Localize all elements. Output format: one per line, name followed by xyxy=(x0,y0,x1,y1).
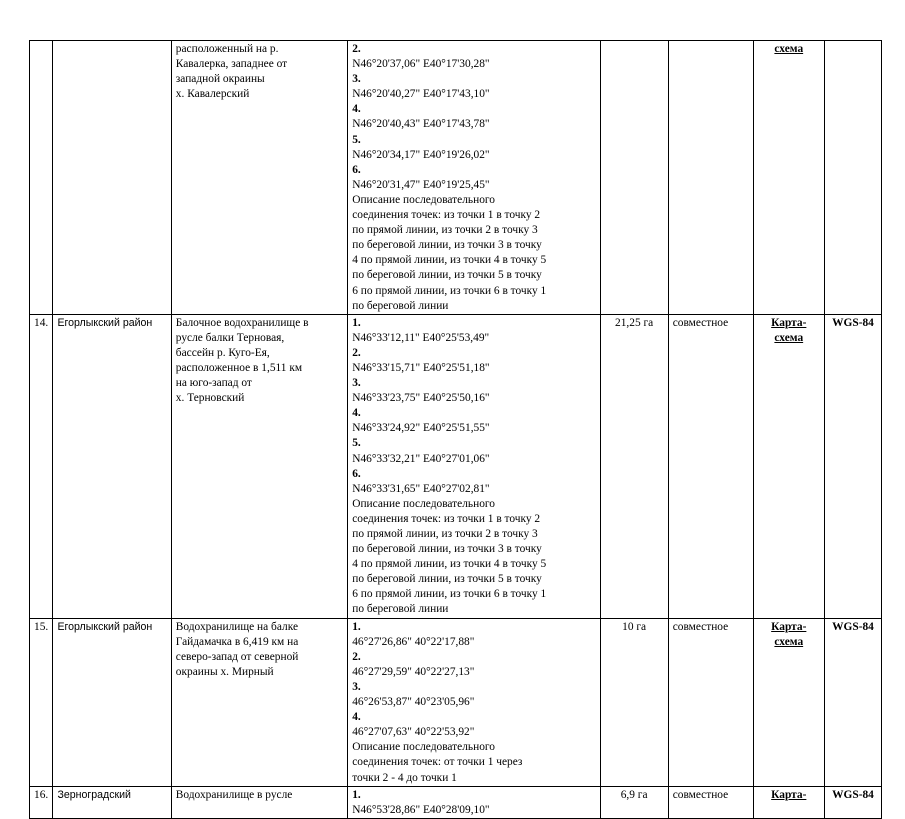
point-coordinates: N46°53'28,86" E40°28'09,10" xyxy=(352,803,490,816)
point-coordinates: 46°27'07,63" 40°22'53,92" xyxy=(352,726,475,739)
table-row xyxy=(30,618,882,786)
connection-description-line: по прямой линии, из точки 2 в точку 3 xyxy=(352,528,538,540)
coordinate-point xyxy=(352,133,595,163)
point-number: 4. xyxy=(352,711,361,724)
map-scheme-link[interactable]: схема xyxy=(774,43,804,55)
connection-description-line: по береговой линии xyxy=(352,603,449,616)
row-number-cell xyxy=(30,618,53,786)
description-line: х. Терновский xyxy=(175,392,245,405)
point-number: 1. xyxy=(352,316,361,329)
row-number-cell xyxy=(30,786,53,818)
point-number: 3. xyxy=(352,377,361,390)
map-scheme-link[interactable]: Карта- xyxy=(771,316,807,329)
description-line: расположенный на р. xyxy=(175,43,279,55)
area-cell xyxy=(600,41,668,315)
row-number: 14. xyxy=(34,316,49,329)
district-cell xyxy=(53,618,171,786)
point-coordinates: 46°27'26,86" 40°22'17,88" xyxy=(352,635,475,648)
map-scheme-link[interactable]: Карта- xyxy=(771,788,807,801)
map-scheme-link[interactable]: схема xyxy=(774,331,804,344)
coordinate-point xyxy=(352,406,595,436)
coordinate-point xyxy=(352,467,595,497)
table-row xyxy=(30,314,882,618)
coordinate-point xyxy=(352,316,595,346)
area-value: 6,9 га xyxy=(620,788,648,801)
row-number: 16. xyxy=(34,788,49,801)
area-cell xyxy=(600,786,668,818)
connection-description-line: 6 по прямой линии, из точки 6 в точку 1 xyxy=(352,588,547,601)
area-cell xyxy=(600,314,668,618)
point-number: 2. xyxy=(352,650,361,663)
point-coordinates: N46°33'23,75" E40°25'50,16" xyxy=(352,392,490,405)
point-number: 4. xyxy=(352,407,361,420)
description-line: на юго-запад от xyxy=(175,377,252,390)
area-value: 10 га xyxy=(622,620,647,633)
point-number: 5. xyxy=(352,437,361,450)
district-cell xyxy=(53,786,171,818)
reservoir-registry-table xyxy=(29,40,882,819)
district-cell xyxy=(53,314,171,618)
description-line: бассейн р. Куго-Ея, xyxy=(175,346,270,359)
ownership-value: совместное xyxy=(672,620,729,633)
connection-description-line: соединения точек: от точки 1 через xyxy=(352,756,523,769)
map-link-cell xyxy=(753,41,824,315)
coordinate-point xyxy=(352,72,595,102)
description-cell xyxy=(171,786,347,818)
map-scheme-link[interactable]: Карта- xyxy=(771,620,807,633)
map-scheme-link[interactable]: схема xyxy=(774,635,804,648)
table-row xyxy=(30,786,882,818)
description-line: Кавалерка, западнее от xyxy=(175,58,288,71)
point-number: 1. xyxy=(352,620,361,633)
connection-description-line: точки 2 - 4 до точки 1 xyxy=(352,771,457,784)
connection-description-line: Описание последовательного xyxy=(352,193,495,206)
ownership-cell xyxy=(668,314,753,618)
description-cell xyxy=(171,41,347,315)
connection-description-line: по прямой линии, из точки 2 в точку 3 xyxy=(352,224,538,237)
coordinate-system-cell xyxy=(825,618,882,786)
district-cell xyxy=(53,41,171,315)
district-name: Егорлыкский район xyxy=(57,620,153,633)
coordinate-point xyxy=(352,42,595,72)
coordinate-point xyxy=(352,436,595,466)
ownership-value: совместное xyxy=(672,316,729,329)
coordinates-cell xyxy=(348,786,600,818)
coordinate-system: WGS-84 xyxy=(832,620,874,633)
row-number: 15. xyxy=(34,620,49,633)
coordinate-point xyxy=(352,346,595,376)
description-cell xyxy=(171,618,347,786)
coordinate-system-cell xyxy=(825,314,882,618)
coordinate-system: WGS-84 xyxy=(832,788,874,801)
point-number: 3. xyxy=(352,680,361,693)
row-number-cell xyxy=(30,314,53,618)
ownership-value: совместное xyxy=(672,788,729,801)
coordinate-system: WGS-84 xyxy=(832,316,874,329)
connection-description-line: 4 по прямой линии, из точки 4 в точку 5 xyxy=(352,558,547,571)
point-coordinates: N46°33'24,92" E40°25'51,55" xyxy=(352,422,490,435)
point-coordinates: 46°26'53,87" 40°23'05,96" xyxy=(352,696,475,709)
connection-description-line: по береговой линии, из точки 5 в точку xyxy=(352,269,542,282)
description-line: Гайдамачка в 6,419 км на xyxy=(175,635,299,648)
connection-description-line: соединения точек: из точки 1 в точку 2 xyxy=(352,512,541,525)
map-link-cell xyxy=(753,314,824,618)
area-value: 21,25 га xyxy=(615,316,654,329)
coordinate-point xyxy=(352,680,595,710)
coordinate-point xyxy=(352,650,595,680)
point-number: 2. xyxy=(352,346,361,359)
coordinates-cell xyxy=(348,314,600,618)
coordinate-point xyxy=(352,376,595,406)
point-coordinates: N46°33'32,21" E40°27'01,06" xyxy=(352,452,490,465)
point-coordinates: 46°27'29,59" 40°22'27,13" xyxy=(352,665,475,678)
connection-description-line: Описание последовательного xyxy=(352,497,495,510)
point-coordinates: N46°33'12,11" E40°25'53,49" xyxy=(352,331,490,344)
coordinate-point xyxy=(352,102,595,132)
point-number: 6. xyxy=(352,163,361,176)
point-number: 1. xyxy=(352,788,361,801)
connection-description-line: 4 по прямой линии, из точки 4 в точку 5 xyxy=(352,254,547,267)
point-coordinates: N46°20'34,17" E40°19'26,02" xyxy=(352,148,490,161)
connection-description-line: по береговой линии, из точки 5 в точку xyxy=(352,573,542,586)
point-coordinates: N46°33'15,71" E40°25'51,18" xyxy=(352,361,490,374)
connection-description-line: соединения точек: из точки 1 в точку 2 xyxy=(352,209,541,222)
connection-description-line: по береговой линии, из точки 3 в точку xyxy=(352,543,542,556)
description-cell xyxy=(171,314,347,618)
connection-description-line: по береговой линии, из точки 3 в точку xyxy=(352,239,542,252)
point-number: 5. xyxy=(352,133,361,146)
coordinates-cell xyxy=(348,618,600,786)
description-line: Водохранилище на балке xyxy=(175,620,299,633)
coordinate-point xyxy=(352,163,595,193)
table-body xyxy=(30,41,882,819)
coordinate-system-cell xyxy=(825,41,882,315)
point-coordinates: N46°20'40,43" E40°17'43,78" xyxy=(352,118,490,131)
coordinates-cell xyxy=(348,41,600,315)
ownership-cell xyxy=(668,618,753,786)
connection-description-line: Описание последовательного xyxy=(352,741,495,754)
row-number-cell xyxy=(30,41,53,315)
description-line: окраины х. Мирный xyxy=(175,665,274,678)
point-coordinates: N46°33'31,65" E40°27'02,81" xyxy=(352,482,490,495)
district-name: Зерноградский xyxy=(57,788,131,801)
coordinate-point xyxy=(352,788,595,818)
district-name: Егорлыкский район xyxy=(57,316,153,329)
description-line: х. Кавалерский xyxy=(175,88,250,101)
point-number: 3. xyxy=(352,73,361,86)
point-number: 4. xyxy=(352,103,361,116)
ownership-cell xyxy=(668,786,753,818)
point-coordinates: N46°20'37,06" E40°17'30,28" xyxy=(352,58,490,71)
description-line: Водохранилище в русле xyxy=(175,788,293,801)
point-coordinates: N46°20'31,47" E40°19'25,45" xyxy=(352,178,490,191)
table-row xyxy=(30,41,882,315)
coordinate-point xyxy=(352,620,595,650)
connection-description-line: по береговой линии xyxy=(352,299,449,312)
point-number: 2. xyxy=(352,43,361,55)
point-number: 6. xyxy=(352,467,361,480)
description-line: Балочное водохранилище в xyxy=(175,316,309,329)
description-line: русле балки Терновая, xyxy=(175,331,285,344)
description-line: северо-запад от северной xyxy=(175,650,299,663)
point-coordinates: N46°20'40,27" E40°17'43,10" xyxy=(352,88,490,101)
map-link-cell xyxy=(753,618,824,786)
description-line: западной окраины xyxy=(175,73,265,86)
ownership-cell xyxy=(668,41,753,315)
description-line: расположенное в 1,511 км xyxy=(175,361,303,374)
area-cell xyxy=(600,618,668,786)
connection-description-line: 6 по прямой линии, из точки 6 в точку 1 xyxy=(352,284,547,297)
coordinate-point xyxy=(352,710,595,740)
coordinate-system-cell xyxy=(825,786,882,818)
map-link-cell xyxy=(753,786,824,818)
